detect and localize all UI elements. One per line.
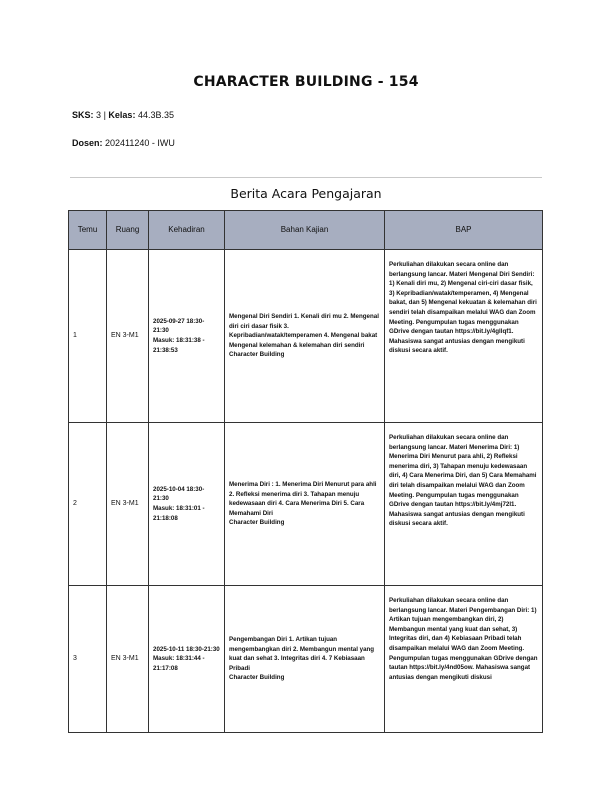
bap-cell	[385, 250, 543, 423]
kehadiran-date: 2025-10-11 18:30-21:30	[153, 645, 220, 653]
temu-cell: 1	[69, 250, 107, 423]
course-meta	[72, 110, 174, 120]
temu-cell: 3	[69, 586, 107, 733]
section-title: Berita Acara Pengajaran	[230, 186, 382, 201]
dosen-label: Dosen:	[72, 138, 103, 148]
kehadiran-cell	[149, 586, 225, 733]
header-bap: BAP	[385, 211, 543, 250]
ruang-cell: EN 3-M1	[107, 586, 149, 733]
kelas-value: 44.3B.35	[137, 110, 174, 120]
teaching-record-table	[68, 210, 543, 733]
kehadiran-cell	[149, 250, 225, 423]
bahan-kajian-text: Pengembangan Diri 1. Artikan tujuan mengembangkan diri 2. Membangun mental yang kuat dan sehat 3. Integritas diri 4. 7 Kebiasaan Pribadi	[229, 635, 375, 672]
header-bahan-kajian: Bahan Kajian	[225, 211, 385, 250]
bap-cell	[385, 586, 543, 733]
table-row	[69, 586, 543, 733]
temu-cell: 2	[69, 423, 107, 586]
bap-text: Perkuliahan dilakukan secara online dan berlangsung lancar. Materi Mengenal Diri Sendiri: 1) Kenali diri mu, 2) Mengenal ciri-ciri dasar fisik, 3) Kepribadian/watak/temperamen, 4) Mengenal bakat, dan 5) Mengenal kekuatan & kelemahan diri sendiri telah disampaikan melalui WAG dan Zoom Meeting. Pengumpulan tugas menggunakan GDrive dengan tautan https://bit.ly/4gllqf1. Mahasiswa sangat antusias dengan mengikuti diskusi secara aktif.	[389, 261, 537, 355]
ruang-cell: EN 3-M1	[107, 250, 149, 423]
kelas-label: Kelas:	[108, 110, 136, 120]
bahan-kajian-text: Menerima Diri : 1. Menerima Diri Menurut para ahli 2. Refleksi menerima diri 3. Tahapan menuju kedewasaan diri 4. Cara Menerima Diri 5. Cara Memahami Diri	[229, 480, 377, 517]
kehadiran-date: 2025-09-27 18:30-21:30	[153, 317, 205, 335]
meta-separator: |	[103, 110, 106, 120]
header-temu: Temu	[69, 211, 107, 250]
divider	[70, 177, 542, 178]
header-kehadiran: Kehadiran	[149, 211, 225, 250]
kehadiran-masuk: Masuk: 18:31:38 - 21:38:53	[153, 337, 205, 354]
bap-text: Perkuliahan dilakukan secara online dan berlangsung lancar. Materi Menerima Diri: 1) Menerima Diri Menurut para ahli, 2) Refleksi menerima diri, 3) Tahapan menuju kedewasaan diri, 4) Cara Menerima Diri, dan 5) Cara Memahami diri telah disampaikan melalui WAG dan Zoom Meeting. Pengumpulan tugas menggunakan GDrive dengan tautan https://bit.ly/4mj72I1. Mahasiswa sangat antusias dengan mengikuti diskusi secara aktif.	[389, 434, 537, 528]
sks-label: SKS:	[72, 110, 94, 120]
bap-cell	[385, 423, 543, 586]
kehadiran-masuk: Masuk: 18:31:01 - 21:18:08	[153, 505, 205, 522]
ruang-cell: EN 3-M1	[107, 423, 149, 586]
bahan-kajian-text: Mengenal Diri Sendiri 1. Kenali diri mu 2. Mengenal diri ciri dasar fisik 3. Kepribadian/watak/temperamen 4. Mengenal bakat Mengenal kelemahan & kelemahan diri sendiri	[229, 312, 379, 349]
bahan-kajian-sub: Character Building	[229, 519, 285, 527]
bahan-kajian-cell	[225, 423, 385, 586]
kehadiran-date: 2025-10-04 18:30-21:30	[153, 485, 205, 503]
lecturer-meta	[72, 138, 175, 148]
bahan-kajian-cell	[225, 586, 385, 733]
bap-text: Perkuliahan dilakukan secara online dan berlangsung lancar. Materi Pengembangan Diri: 1) Artikan tujuan mengembangkan diri, 2) Membangun mental yang kuat dan sehat, 3) Integritas diri, dan 4) Kebiasaan Pribadi telah disampaikan melalui WAG dan Zoom Meeting. Pengumpulan tugas menggunakan GDrive dengan tautan https://bit.ly/4nd05ow. Mahasiswa sangat antusias dengan mengikuti diskusi	[389, 597, 538, 681]
table-header-row	[69, 211, 543, 250]
kehadiran-masuk: Masuk: 18:31:44 - 21:17:08	[153, 655, 205, 672]
bahan-kajian-sub: Character Building	[229, 674, 285, 682]
table-row	[69, 423, 543, 586]
bahan-kajian-sub: Character Building	[229, 351, 285, 359]
kehadiran-cell	[149, 423, 225, 586]
bahan-kajian-cell	[225, 250, 385, 423]
dosen-value: 202411240 - IWU	[105, 138, 175, 148]
sks-value: 3	[96, 110, 102, 120]
course-title: CHARACTER BUILDING - 154	[193, 74, 419, 90]
header-ruang: Ruang	[107, 211, 149, 250]
table-row	[69, 250, 543, 423]
